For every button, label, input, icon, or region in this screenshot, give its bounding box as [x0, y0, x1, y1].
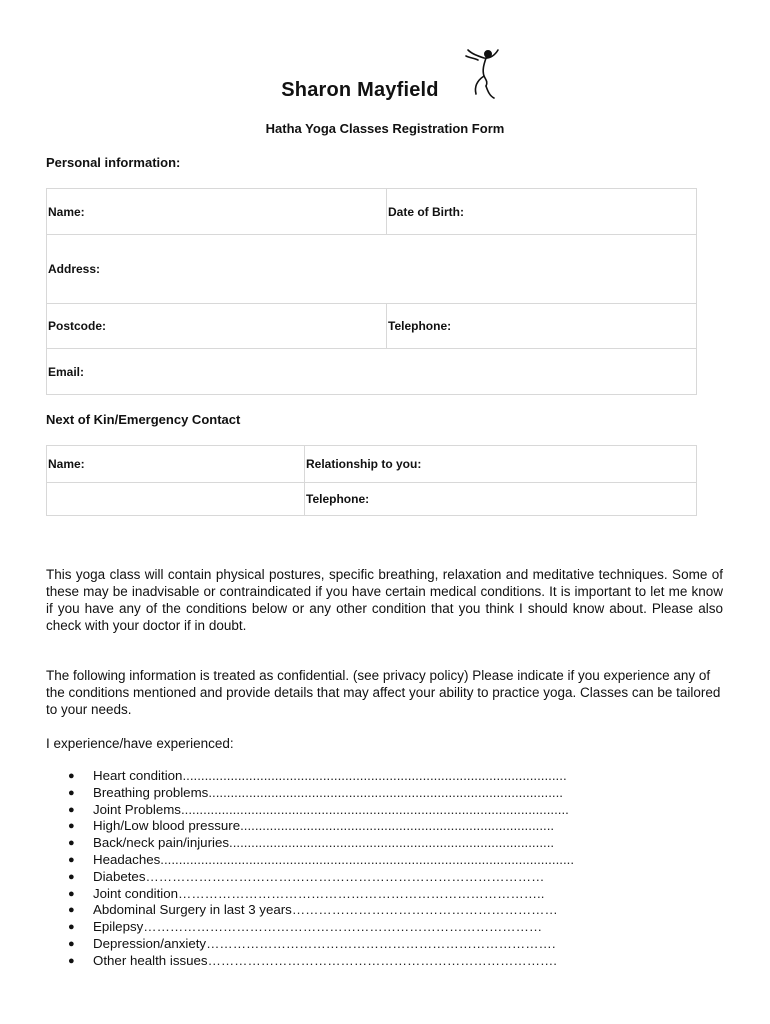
- bullet-icon: ●: [68, 853, 75, 866]
- relationship-field[interactable]: [305, 446, 697, 483]
- condition-label: Other health issues: [93, 952, 208, 968]
- email-label: Email:: [48, 364, 85, 379]
- email-field[interactable]: [47, 349, 697, 395]
- condition-item[interactable]: [46, 953, 666, 970]
- condition-answer-line[interactable]: ........................................................................................................: [182, 768, 567, 783]
- condition-label: Heart condition: [93, 768, 183, 783]
- condition-answer-line[interactable]: ………………………………………………………………………………: [143, 919, 543, 935]
- condition-label: High/Low blood pressure: [93, 818, 241, 834]
- bullet-icon: ●: [68, 937, 75, 950]
- next-of-kin-heading: Next of Kin/Emergency Contact: [46, 412, 241, 427]
- condition-answer-line[interactable]: ........................................................................................: [229, 835, 555, 851]
- condition-item[interactable]: [46, 768, 666, 785]
- bullet-icon: ●: [68, 770, 75, 782]
- kin-name-field[interactable]: [47, 446, 305, 483]
- condition-label: Back/neck pain/injuries: [93, 835, 229, 851]
- name-label: Name:: [48, 204, 85, 219]
- conditions-list: [46, 768, 666, 970]
- condition-item[interactable]: [46, 835, 666, 852]
- condition-answer-line[interactable]: ………………………………………………………………………..: [178, 885, 545, 901]
- confidential-paragraph: The following information is treated as confidential. (see privacy policy) Please indicate if you experience any of the conditions mentioned and provide details that may affect your ability to practice yoga. Classes can be tailored to your needs.: [46, 668, 721, 717]
- condition-item[interactable]: [46, 869, 666, 886]
- bullet-icon: ●: [68, 837, 75, 850]
- bullet-icon: ●: [68, 820, 75, 833]
- bullet-icon: ●: [68, 904, 75, 917]
- condition-item[interactable]: [46, 818, 666, 835]
- experience-label: I experience/have experienced:: [46, 736, 234, 751]
- condition-label: Breathing problems: [93, 784, 209, 800]
- telephone-field[interactable]: [387, 304, 697, 349]
- condition-item[interactable]: [46, 919, 666, 936]
- condition-answer-line[interactable]: …………………………………………………………………….: [207, 952, 557, 968]
- condition-answer-line[interactable]: ................................................................................................: [208, 784, 563, 800]
- condition-item[interactable]: [46, 802, 666, 819]
- bullet-icon: ●: [68, 887, 75, 900]
- condition-label: Epilepsy: [93, 919, 144, 935]
- condition-answer-line[interactable]: …………………………………………………………………….: [206, 935, 556, 951]
- condition-answer-line[interactable]: ................................................................................................................: [160, 851, 575, 867]
- condition-item[interactable]: [46, 852, 666, 869]
- condition-answer-line[interactable]: .....................................................................................: [240, 818, 555, 834]
- address-field[interactable]: [47, 235, 697, 304]
- condition-label: Depression/anxiety: [93, 935, 207, 951]
- condition-label: Joint condition: [93, 885, 179, 901]
- personal-information-table: [46, 188, 697, 395]
- bullet-icon: ●: [68, 921, 75, 934]
- condition-label: Joint Problems: [93, 801, 181, 817]
- condition-item[interactable]: [46, 936, 666, 953]
- bullet-icon: ●: [68, 786, 75, 799]
- dancing-figure-icon: [462, 46, 502, 102]
- form-title: Hatha Yoga Classes Registration Form: [265, 121, 505, 136]
- date-of-birth-field[interactable]: [387, 189, 697, 235]
- condition-label: Headaches: [93, 851, 161, 867]
- condition-label: Abdominal Surgery in last 3 years: [93, 902, 292, 918]
- relationship-label: Relationship to you:: [306, 457, 422, 471]
- address-label: Address:: [48, 262, 101, 276]
- condition-answer-line[interactable]: .........................................................................................................: [180, 801, 569, 817]
- page-title: Sharon Mayfield: [281, 79, 439, 101]
- bullet-icon: ●: [68, 870, 75, 883]
- kin-name-label: Name:: [48, 457, 85, 471]
- postcode-field[interactable]: [47, 304, 387, 349]
- condition-item[interactable]: [46, 902, 666, 919]
- personal-information-heading: Personal information:: [46, 155, 181, 170]
- kin-telephone-label: Telephone:: [306, 492, 370, 506]
- name-field[interactable]: [47, 189, 387, 235]
- emergency-contact-table: [46, 445, 697, 516]
- telephone-label: Telephone:: [388, 319, 452, 333]
- bullet-icon: ●: [68, 954, 75, 967]
- condition-answer-line[interactable]: ………………………………………………………………………………: [145, 868, 545, 884]
- postcode-label: Postcode:: [48, 319, 107, 333]
- condition-item[interactable]: [46, 785, 666, 802]
- condition-label: Diabetes: [93, 868, 146, 884]
- date-of-birth-label: Date of Birth:: [388, 204, 464, 219]
- kin-name-continued-field[interactable]: [47, 483, 305, 516]
- condition-item[interactable]: [46, 886, 666, 903]
- condition-answer-line[interactable]: ……………………………………………………: [291, 902, 558, 918]
- bullet-icon: ●: [68, 803, 75, 816]
- kin-telephone-field[interactable]: [305, 483, 697, 516]
- intro-paragraph: This yoga class will contain physical postures, specific breathing, relaxation and meditative techniques. Some of these may be inadvisable or contraindicated if you have certain medical conditions. It is important to let me know if you have any of the conditions below or any other condition that you think I should know about. Please also check with your doctor if in doubt.: [46, 567, 723, 633]
